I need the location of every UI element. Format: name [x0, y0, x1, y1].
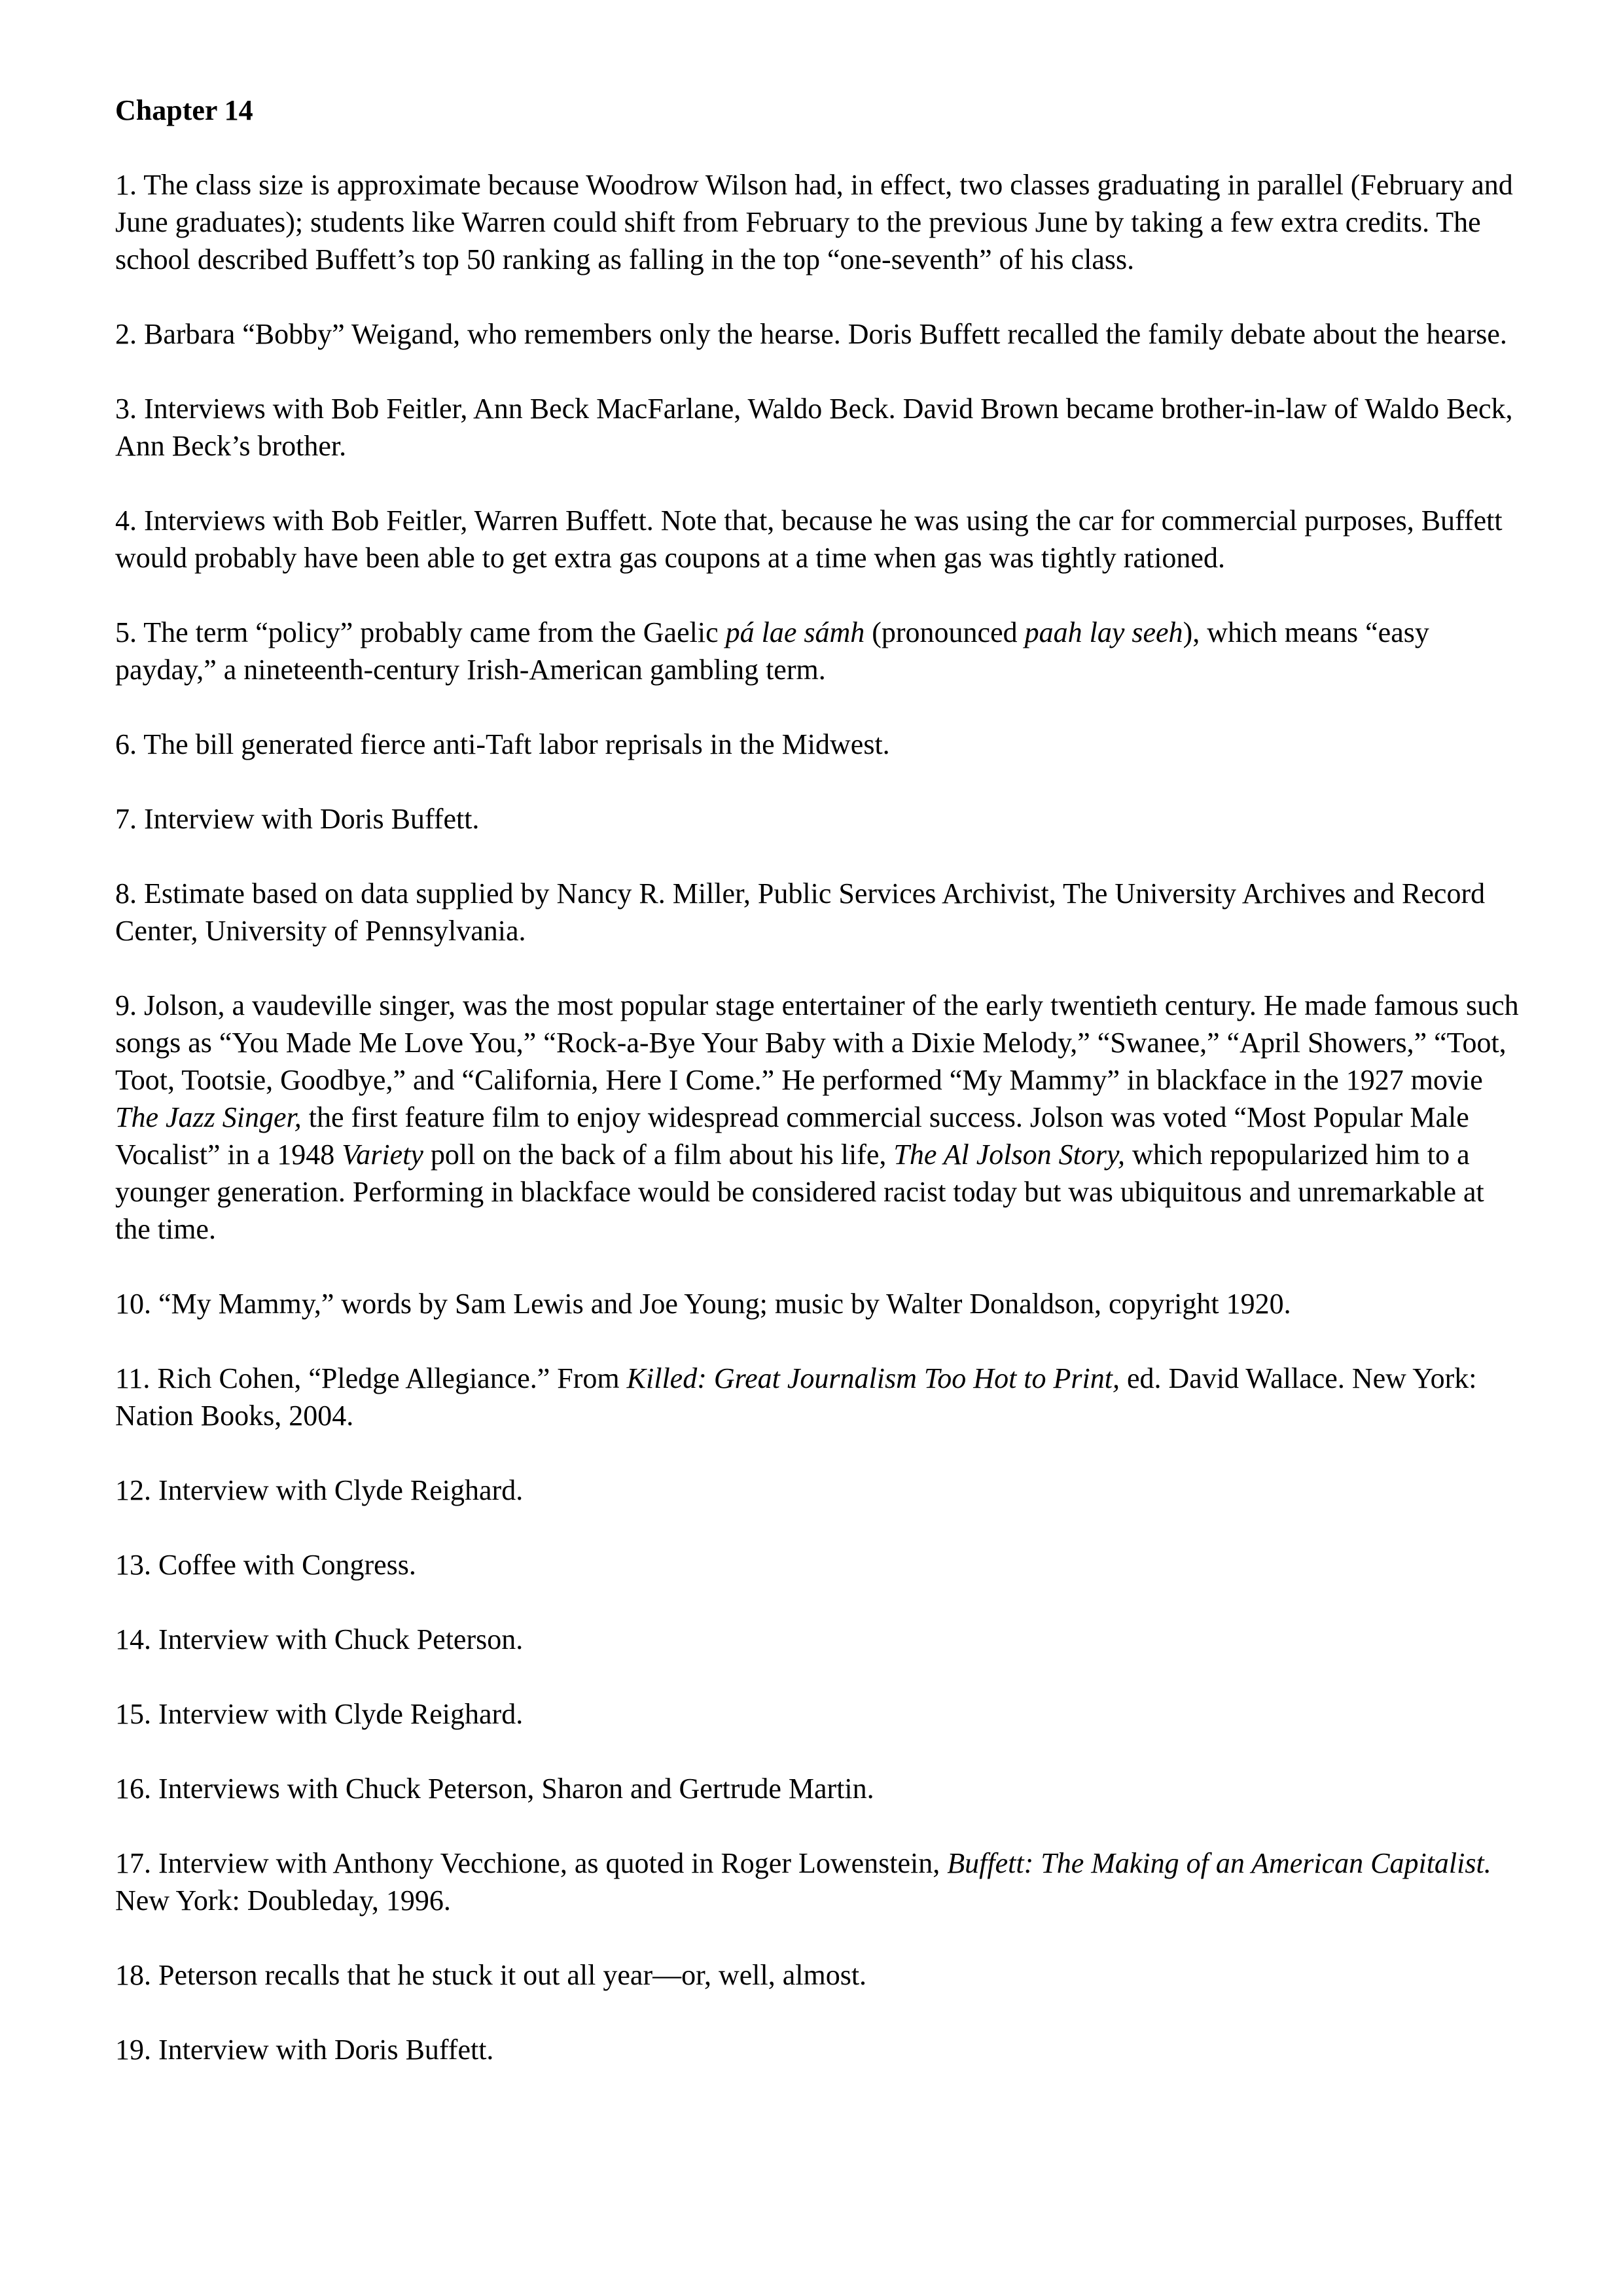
endnote-text: 8. Estimate based on data supplied by Nancy R. Miller, Public Services Archivist, The University Archives and Record Center, University of Pennsylvania.: [115, 877, 1486, 947]
endnote-text: 12. Interview with Clyde Reighard.: [115, 1474, 524, 1506]
endnote-text: 17. Interview with Anthony Vecchione, as quoted in Roger Lowenstein,: [115, 1847, 948, 1879]
endnotes-list: [115, 166, 1524, 2068]
endnote-text: 13. Coffee with Congress.: [115, 1549, 416, 1581]
endnote-11: [115, 1360, 1524, 1434]
endnote-italic-text: pá lae sámh: [725, 616, 865, 648]
endnote-18: [115, 1956, 1524, 1994]
endnote-10: [115, 1285, 1524, 1322]
endnote-text: 6. The bill generated fierce anti-Taft labor reprisals in the Midwest.: [115, 728, 890, 760]
endnote-12: [115, 1472, 1524, 1509]
endnote-15: [115, 1695, 1524, 1733]
endnote-italic-text: Variety: [342, 1139, 423, 1171]
endnote-text: poll on the back of a film about his life,: [423, 1139, 894, 1171]
endnote-16: [115, 1770, 1524, 1807]
endnote-italic-text: The Al Jolson Story,: [893, 1139, 1126, 1171]
endnote-text: 1. The class size is approximate because Woodrow Wilson had, in effect, two classes graduating in parallel (February and June graduates); students like Warren could shift from February to the previous June by taking a few extra credits. The school described Buffett’s top 50 ranking as falling in the top “one-seventh” of his class.: [115, 169, 1513, 275]
endnote-italic-text: paah lay seeh: [1024, 616, 1183, 648]
endnote-6: [115, 726, 1524, 763]
endnote-text: 5. The term “policy” probably came from the Gaelic: [115, 616, 726, 648]
endnote-text: 18. Peterson recalls that he stuck it out all year—or, well, almost.: [115, 1959, 867, 1991]
endnote-5: [115, 614, 1524, 688]
endnote-text: 3. Interviews with Bob Feitler, Ann Beck MacFarlane, Waldo Beck. David Brown became brother-in-law of Waldo Beck, Ann Beck’s brother.: [115, 393, 1513, 462]
endnote-4: [115, 502, 1524, 576]
endnote-17: [115, 1845, 1524, 1919]
endnote-text: 2. Barbara “Bobby” Weigand, who remembers only the hearse. Doris Buffett recalled the family debate about the hearse.: [115, 318, 1507, 350]
chapter-title: Chapter 14: [115, 94, 253, 126]
endnote-text: 7. Interview with Doris Buffett.: [115, 803, 480, 835]
endnote-text: (pronounced: [865, 616, 1025, 648]
endnote-3: [115, 390, 1524, 465]
endnote-text: the first feature film to enjoy widespread commercial success. Jolson was voted “Most Popular Male Vocalist” in a 1948: [115, 1101, 1469, 1171]
endnote-text: 19. Interview with Doris Buffett.: [115, 2034, 494, 2066]
endnote-7: [115, 800, 1524, 838]
endnote-text: 9. Jolson, a vaudeville singer, was the most popular stage entertainer of the early twentieth century. He made famous such songs as “You Made Me Love You,” “Rock-a-Bye Your Baby with a Dixie Melody,” “Swanee,” “April Showers,” “Toot, Toot, Tootsie, Goodbye,” and “California, Here I Come.” He performed “My Mammy” in blackface in the 1927 movie: [115, 989, 1519, 1096]
endnote-text: 16. Interviews with Chuck Peterson, Sharon and Gertrude Martin.: [115, 1773, 874, 1805]
endnote-text: 15. Interview with Clyde Reighard.: [115, 1698, 524, 1730]
endnote-italic-text: Buffett: The Making of an American Capitalist.: [947, 1847, 1491, 1879]
endnote-2: [115, 315, 1524, 353]
endnote-8: [115, 875, 1524, 949]
endnote-text: which repopularized him to a younger generation. Performing in blackface would be considered racist today but was ubiquitous and unremarkable at the time.: [115, 1139, 1484, 1245]
endnote-text: 10. “My Mammy,” words by Sam Lewis and Joe Young; music by Walter Donaldson, copyright 1920.: [115, 1288, 1291, 1320]
endnote-14: [115, 1621, 1524, 1658]
endnote-text: 14. Interview with Chuck Peterson.: [115, 1623, 524, 1655]
endnote-italic-text: Killed: Great Journalism Too Hot to Print,: [626, 1362, 1120, 1394]
endnote-text: ), which means “easy payday,” a nineteenth-century Irish-American gambling term.: [115, 616, 1429, 686]
endnote-13: [115, 1546, 1524, 1583]
endnote-text: New York: Doubleday, 1996.: [115, 1884, 451, 1916]
endnote-italic-text: The Jazz Singer,: [115, 1101, 302, 1133]
endnote-19: [115, 2031, 1524, 2068]
endnote-text: ed. David Wallace. New York: Nation Books, 2004.: [115, 1362, 1477, 1432]
endnote-1: [115, 166, 1524, 278]
document-page: [115, 92, 1524, 2106]
endnote-9: [115, 987, 1524, 1248]
endnote-text: 4. Interviews with Bob Feitler, Warren Buffett. Note that, because he was using the car for commercial purposes, Buffett would probably have been able to get extra gas coupons at a time when gas was tightly rationed.: [115, 504, 1503, 574]
endnote-text: 11. Rich Cohen, “Pledge Allegiance.” From: [115, 1362, 627, 1394]
